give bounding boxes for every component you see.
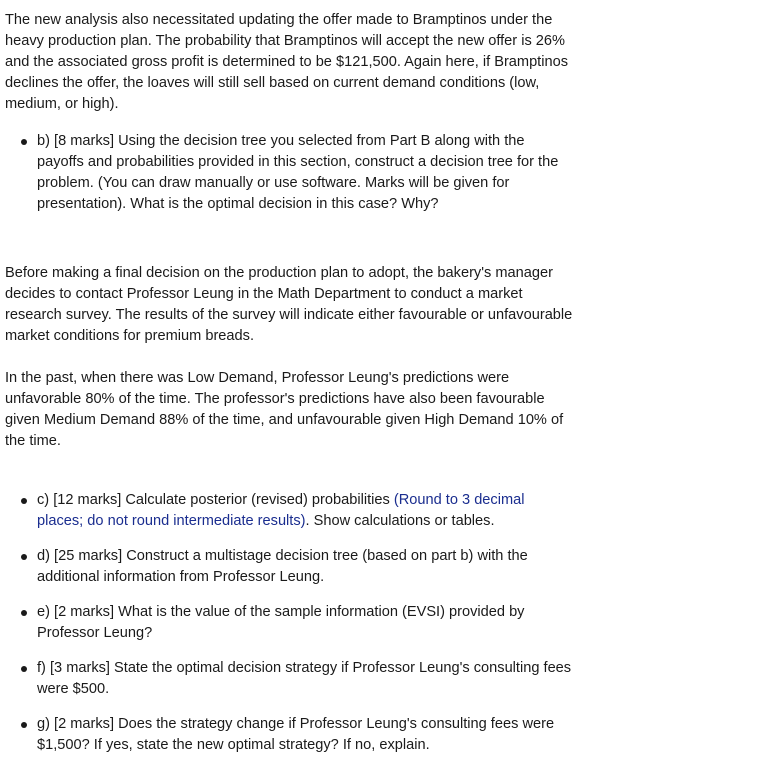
question-d: d) [25 marks] Construct a multistage decision tree (based on part b) with the additional information from Professor Leung. xyxy=(5,546,573,588)
question-e: e) [2 marks] What is the value of the sample information (EVSI) provided by Professor Leung? xyxy=(5,602,573,644)
document-body xyxy=(5,10,573,770)
paragraph-past-predictions: In the past, when there was Low Demand, Professor Leung's predictions were unfavorable 80% of the time. The professor's predictions have also been favourable given Medium Demand 88% of the time, and unfavourable given High Demand 10% of the time. xyxy=(5,370,564,449)
question-list-b xyxy=(5,131,573,215)
paragraph-survey-intro: Before making a final decision on the production plan to adopt, the bakery's manager decides to contact Professor Leung in the Math Department to conduct a market research survey. The results of the survey will indicate either favourable or unfavourable market conditions for premium breads. xyxy=(5,265,573,344)
question-c-suffix: . Show calculations or tables. xyxy=(305,513,495,529)
question-c-rounding-note: (Round to 3 decimal places; do not round intermediate results) xyxy=(37,492,525,529)
question-f: f) [3 marks] State the optimal decision strategy if Professor Leung's consulting fees were $500. xyxy=(5,658,573,700)
paragraph-offer-update: The new analysis also necessitated updating the offer made to Bramptinos under the heavy production plan. The probability that Bramptinos will accept the new offer is 26% and the associated gross profit is determined to be $121,500. Again here, if Bramptinos declines the offer, the loaves will still sell based on current demand conditions (low, medium, or high). xyxy=(5,12,569,112)
question-list xyxy=(5,490,573,756)
question-b: b) [8 marks] Using the decision tree you selected from Part B along with the payoffs and probabilities provided in this section, construct a decision tree for the problem. (You can draw manually or use software. Marks will be given for presentation). What is the optimal decision in this case? Why? xyxy=(5,131,573,215)
question-g: g) [2 marks] Does the strategy change if Professor Leung's consulting fees were $1,500? If yes, state the new optimal strategy? If no, explain. xyxy=(5,714,573,756)
question-c-prefix: c) [12 marks] Calculate posterior (revised) probabilities xyxy=(37,492,394,508)
question-c xyxy=(5,490,573,532)
